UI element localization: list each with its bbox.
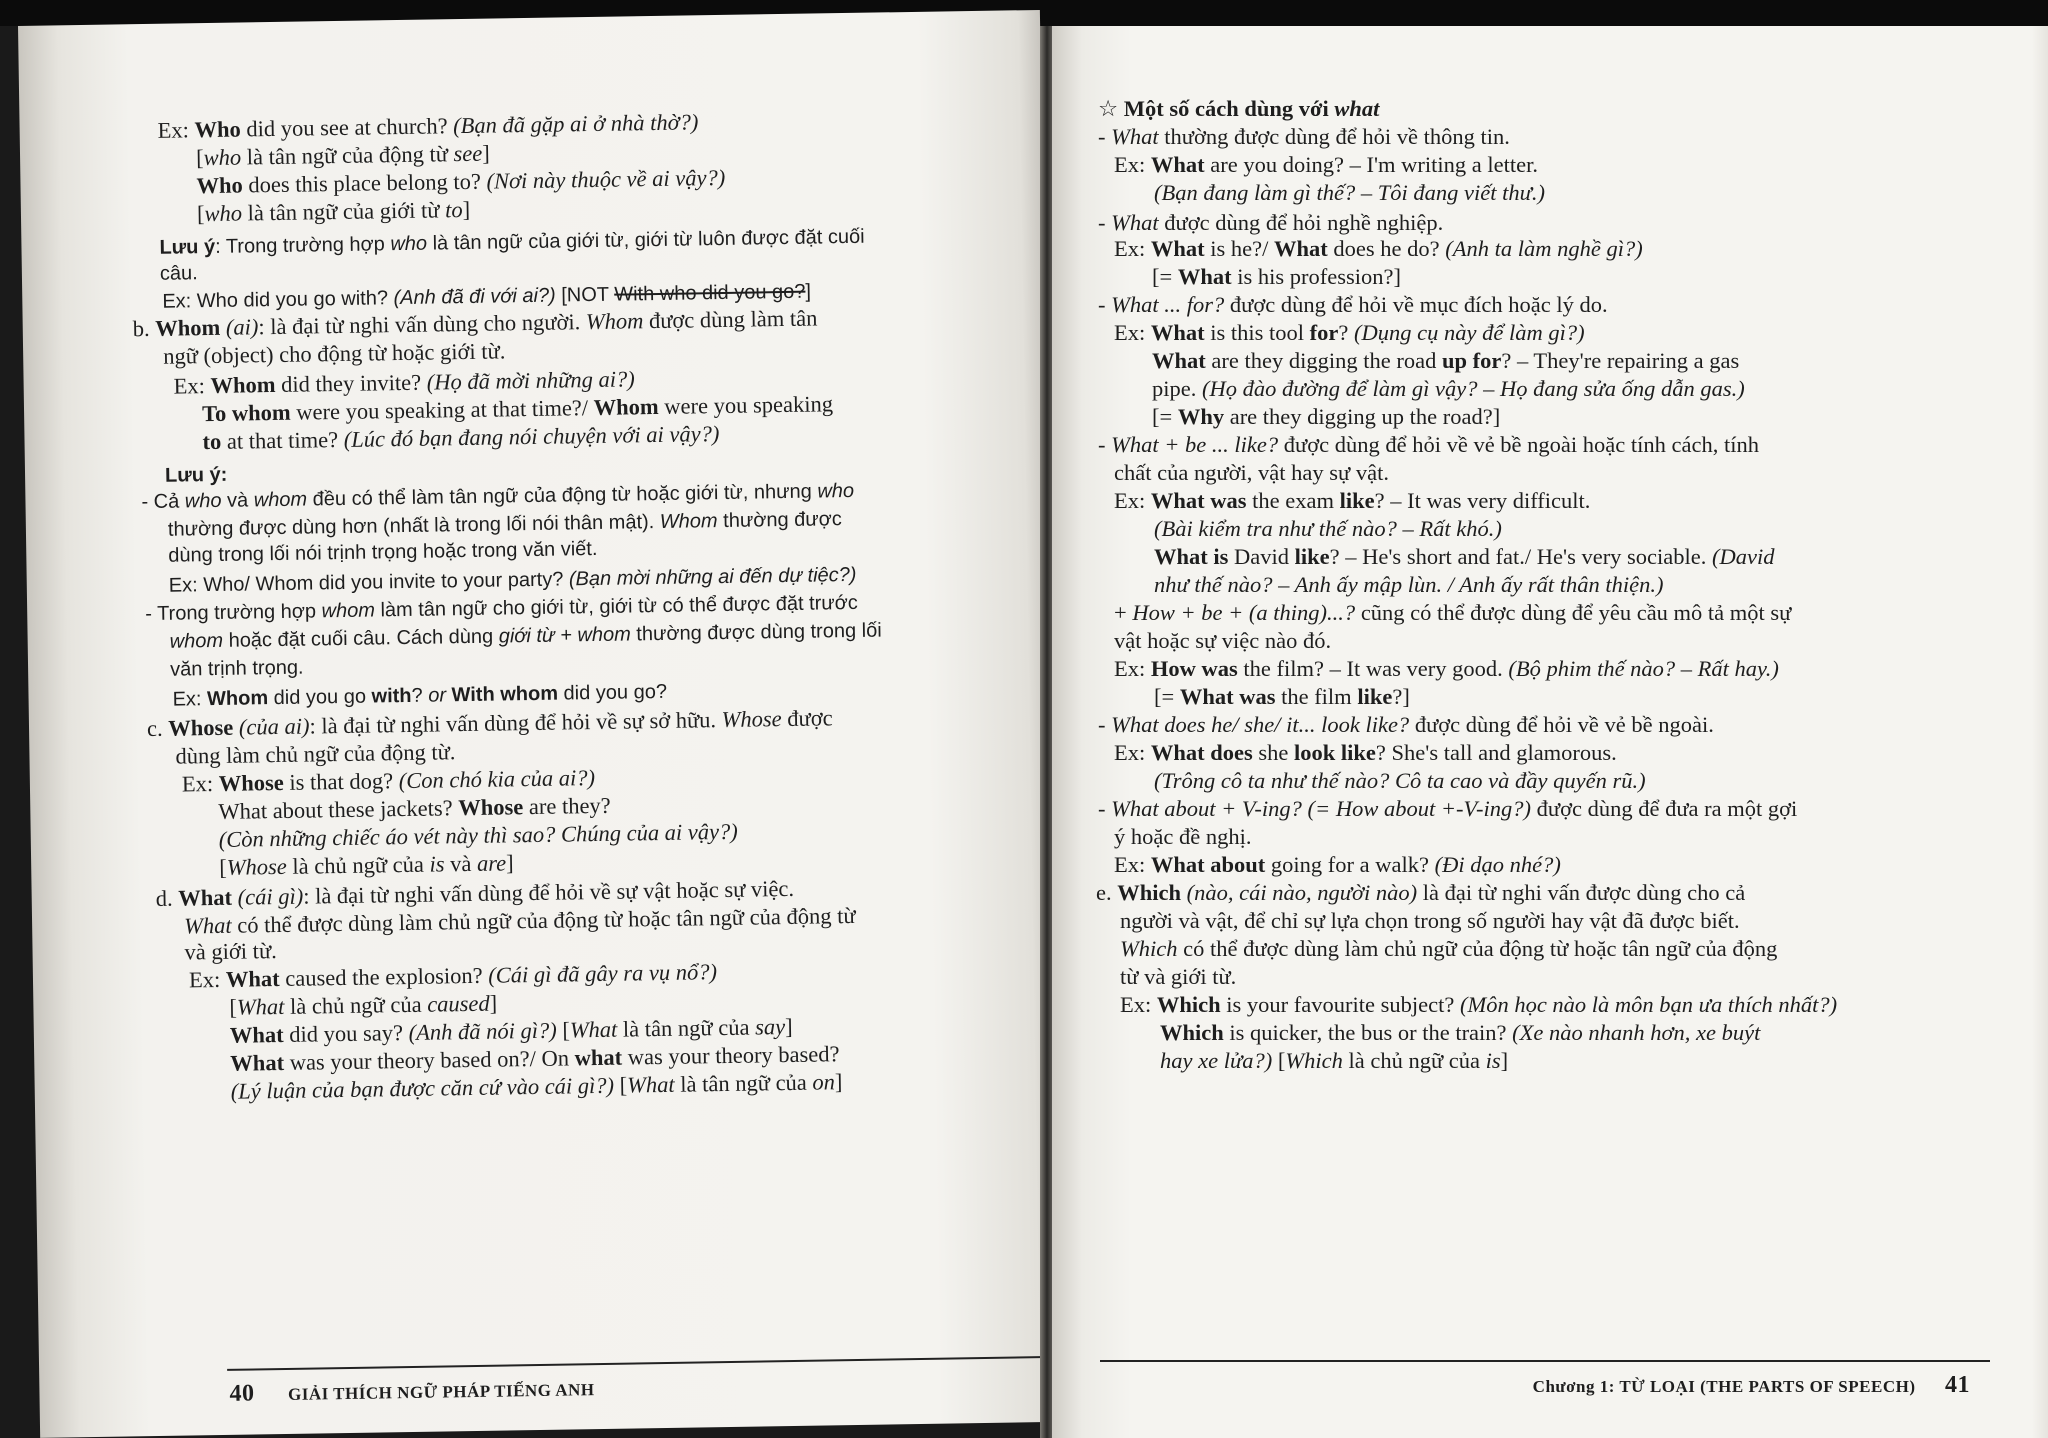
text-run: is that dog? (283, 768, 399, 795)
text-run: e. (1096, 880, 1118, 905)
right-text-line (1098, 794, 1797, 824)
text-run: does this place belong to? (242, 168, 487, 198)
text-run: được dùng để đưa ra một gợi (1531, 796, 1798, 821)
right-footer-rule (1100, 1360, 1990, 1362)
text-run: who (204, 200, 243, 227)
text-run: ? (1338, 320, 1355, 345)
text-run: thường được dùng trong lối (630, 619, 882, 646)
right-text-line (1120, 962, 1236, 992)
text-run: Ex: (1114, 656, 1151, 681)
text-run: được dùng để hỏi về vẻ bề ngoài. (1409, 712, 1714, 737)
page-number-left: 40 (229, 1380, 255, 1407)
text-run: is (429, 851, 445, 877)
text-run: (ai) (225, 314, 259, 340)
text-run: Why (1177, 404, 1225, 429)
right-text-line (1114, 150, 1538, 180)
text-run: có thể được dùng làm chủ ngữ của động từ hoặc tân ngữ của động (1177, 936, 1778, 961)
text-run: What does he/ she/ it... look like? (1111, 712, 1410, 737)
text-run: Ex: (173, 373, 211, 399)
text-run: (Bạn mời những ai đến dự tiệc?) (568, 563, 857, 591)
text-run: up for (1441, 348, 1502, 373)
text-run: là đại từ nghi vấn được dùng cho cả (1417, 880, 1746, 905)
text-run: What (1274, 236, 1328, 261)
text-run: Whom (585, 308, 644, 335)
right-text-line (1114, 654, 1779, 684)
text-run: ] (462, 196, 471, 223)
text-run: What (1177, 264, 1232, 289)
right-text-line (1160, 1018, 1760, 1048)
right-text-line (1154, 178, 1545, 208)
text-run: to (444, 197, 463, 223)
text-run: (cái gì) (237, 883, 304, 910)
text-run: là tân ngữ của giới từ, giới từ luôn được đặt cuối (426, 225, 865, 255)
text-run: Ex: Who did you go with? (162, 287, 394, 313)
text-run: dùng trong lối nói trịnh trọng hoặc trong văn viết. (168, 537, 598, 567)
text-run: ? – He's short and fat./ He's very sociable. (1329, 544, 1713, 569)
right-text-line (1098, 94, 1379, 124)
text-run: did you go? (557, 680, 668, 705)
text-run: dùng làm chủ ngữ của động từ. (175, 739, 456, 769)
text-run: or (428, 684, 447, 707)
text-run: ?] (1392, 684, 1410, 709)
text-run: - (1098, 712, 1112, 737)
text-run: hay xe lửa?) (1160, 1048, 1273, 1073)
text-run: (Bài kiểm tra như thế nào? – Rất khó.) (1154, 516, 1502, 541)
text-run: what (1334, 96, 1380, 121)
text-run: ngữ (object) cho động từ hoặc giới từ. (163, 338, 506, 369)
right-text-line (1154, 766, 1646, 796)
text-run: ý hoặc đề nghị. (1114, 824, 1252, 849)
text-run: (Lý luận của bạn được căn cứ vào cái gì?) (230, 1072, 615, 1104)
text-run: [ (196, 201, 205, 227)
text-run: Whom (155, 314, 221, 341)
text-run: Ex: (157, 117, 195, 143)
text-run: Một số cách dùng với (1123, 96, 1335, 121)
text-run: at that time? (221, 426, 344, 454)
text-run: to (202, 428, 222, 455)
text-run: say (754, 1014, 786, 1040)
right-text-line (1114, 458, 1389, 488)
text-run: giới từ + whom (498, 623, 631, 648)
left-running-title: GIẢI THÍCH NGỮ PHÁP TIẾNG ANH (287, 1380, 595, 1404)
text-run: và (444, 850, 478, 877)
text-run: Ex: (1114, 236, 1151, 261)
text-run: was your theory based? (621, 1041, 840, 1070)
text-run: ☆ (1098, 96, 1124, 121)
text-run: [ (195, 145, 204, 171)
text-run: David (1228, 544, 1295, 569)
right-running-title: Chương 1: TỪ LOẠI (THE PARTS OF SPEECH) (1532, 1377, 1916, 1396)
text-run: (Xe nào nhanh hơn, xe buýt (1512, 1020, 1761, 1045)
text-run: d. (155, 885, 179, 911)
text-run: hoặc đặt cuối câu. Cách dùng (222, 625, 499, 652)
text-run: are you doing? – I'm writing a letter. (1204, 152, 1538, 177)
text-run: [= (1154, 684, 1180, 709)
text-run: Who (194, 116, 241, 143)
text-run: see (453, 140, 483, 167)
text-run: What (1152, 348, 1206, 373)
text-run: (Nơi này thuộc về ai vậy?) (486, 164, 726, 194)
text-run: - (1098, 210, 1112, 235)
text-run: Whose (226, 853, 287, 880)
left-footer-rule (227, 1356, 1062, 1371)
text-run: like (1357, 684, 1393, 709)
text-run: (Bạn đang làm gì thế? – Tôi đang viết thư.) (1154, 180, 1545, 205)
text-run: did you see at church? (240, 113, 454, 142)
right-text-line (1098, 710, 1714, 740)
text-run: (Anh đã đi với ai?) (393, 284, 556, 310)
text-run: - (1098, 432, 1112, 457)
text-run: (Đi dạo nhé?) (1434, 852, 1561, 877)
text-run: What (1150, 320, 1205, 345)
right-text-line (1152, 262, 1401, 292)
text-run: are (476, 850, 507, 876)
text-run: văn trịnh trọng. (169, 656, 304, 681)
text-run: ? She's tall and glamorous. (1375, 740, 1617, 765)
text-run: từ và giới từ. (1120, 964, 1237, 989)
text-run: - (1098, 796, 1112, 821)
text-run: ] (505, 850, 514, 876)
text-run: ] (784, 1013, 793, 1040)
text-run: [ (1272, 1048, 1286, 1073)
text-run: (Họ đã mời những ai?) (426, 366, 635, 395)
text-run: What about these jackets? (218, 795, 459, 824)
text-run: With whom (451, 682, 559, 707)
text-run: What does (1150, 740, 1253, 765)
right-text-line (1098, 430, 1759, 460)
left-text-line (170, 652, 304, 685)
text-run: là tân ngữ của (617, 1014, 756, 1042)
right-text-line (1120, 906, 1740, 936)
text-run: (Còn những chiếc áo vét này thì sao? Chúng của ai vậy?) (218, 818, 738, 852)
right-footer (1533, 1372, 1970, 1399)
text-run: (Anh đã nói gì?) (408, 1017, 557, 1045)
text-run: ] (1500, 1048, 1509, 1073)
text-run: What (236, 993, 285, 1020)
text-run: câu. (159, 262, 198, 285)
text-run: là tân ngữ của giới từ (241, 197, 446, 226)
text-run: were you speaking at that time?/ (290, 395, 594, 425)
text-run: c. (146, 715, 169, 742)
text-run: were you speaking (658, 391, 834, 419)
text-run: : là đại từ nghi vấn dùng cho người. (258, 309, 587, 340)
text-run: What + be ... like? (1111, 432, 1279, 457)
text-run: + (1114, 600, 1133, 625)
text-run: và giới từ. (184, 938, 277, 965)
text-run: Which (1156, 992, 1221, 1017)
text-run: who (184, 489, 222, 513)
text-run: (Lúc đó bạn đang nói chuyện với ai vậy?) (343, 421, 720, 452)
text-run: What (183, 912, 232, 939)
page-left (18, 10, 1062, 1438)
text-run: Whose (458, 794, 524, 821)
left-text-line (219, 848, 514, 883)
text-run: did you go (267, 685, 372, 710)
text-run: (nào, cái nào, người nào) (1186, 880, 1418, 905)
text-run: - Cả (141, 490, 186, 514)
text-run: who (390, 232, 428, 256)
text-run: What about + V-ing? (= How about +-V-ing?) (1111, 796, 1532, 821)
text-run: she (1252, 740, 1295, 765)
text-run: (Cái gì đã gây ra vụ nổ?) (488, 959, 718, 988)
text-run: who (817, 479, 855, 503)
text-run: is this tool (1204, 320, 1310, 345)
left-footer (229, 1375, 594, 1408)
right-text-line (1154, 514, 1502, 544)
text-run: Ex: (181, 770, 219, 797)
text-run: Ex: (1114, 852, 1151, 877)
text-run: Whose (168, 714, 234, 741)
text-run: did you say? (283, 1019, 409, 1047)
text-run: Ex: (1120, 992, 1157, 1017)
text-run: like (1339, 488, 1375, 513)
text-run: look like (1294, 740, 1376, 765)
text-run: được dùng để hỏi về mục đích hoặc lý do. (1224, 292, 1608, 317)
text-run: How + be + (a thing)...? (1132, 600, 1356, 625)
text-run: thường được (717, 508, 842, 533)
text-run: are they? (523, 792, 611, 820)
text-run: what (574, 1044, 623, 1071)
text-run: is his profession?] (1231, 264, 1401, 289)
text-run: là tân ngữ của (674, 1069, 813, 1097)
text-run: (David (1712, 544, 1775, 569)
text-run: Whom (210, 372, 276, 399)
text-run: Whose (218, 769, 285, 796)
text-run: is your favourite subject? (1220, 992, 1460, 1017)
text-run: does he do? (1327, 236, 1446, 261)
text-run: whom (253, 488, 308, 512)
text-run: whom (169, 629, 224, 653)
text-run: được dùng để hỏi nghề nghiệp. (1158, 210, 1444, 235)
text-run: (của ai) (238, 713, 310, 740)
text-run: ] (805, 280, 812, 303)
right-text-line (1152, 346, 1739, 376)
text-run: like (1294, 544, 1330, 569)
text-run: như thế nào? – Anh ấy mập lùn. / Anh ấy rất thân thiện.) (1154, 572, 1664, 597)
right-text-line (1154, 570, 1664, 600)
left-text-line (197, 195, 471, 229)
text-run: (Con chó kia của ai?) (398, 765, 596, 794)
text-run: is he?/ (1204, 236, 1274, 261)
text-run: who (203, 144, 242, 171)
text-run: Lưu ý (159, 235, 216, 259)
text-run: for (1309, 320, 1339, 345)
text-run: Which (1117, 880, 1182, 905)
text-run: Who (196, 172, 243, 199)
text-run: (Bạn đã gặp ai ở nhà thờ?) (452, 109, 699, 139)
right-text-line (1154, 542, 1775, 572)
text-run: What (1150, 152, 1205, 177)
text-run: What (1111, 124, 1159, 149)
text-run: Ex: (188, 966, 227, 993)
text-run: did they invite? (275, 369, 427, 397)
text-run: Ex: (172, 688, 208, 711)
text-run: : là đại từ nghi vấn dùng để hỏi về sự vật hoặc sự việc. (303, 875, 795, 909)
right-text-line (1098, 290, 1608, 320)
right-text-line (1114, 234, 1643, 264)
text-run: What is (1154, 544, 1229, 569)
text-run: - Trong trường hợp (145, 600, 322, 626)
text-run: (Trông cô ta như thế nào? Cô ta cao và đầy quyến rũ.) (1154, 768, 1646, 793)
text-run: và (221, 489, 254, 512)
left-text-line (184, 936, 277, 967)
text-run: thường được dùng để hỏi về thông tin. (1158, 124, 1510, 149)
text-run: có thể được dùng làm chủ ngữ của động từ hoặc tân ngữ của động từ (231, 902, 856, 938)
text-run: What ... for? (1111, 292, 1225, 317)
text-run: whom (321, 599, 376, 623)
text-run: the film (1275, 684, 1358, 709)
text-run: (Họ đào đường để làm gì vậy? – Họ đang sửa ống dẫn gas.) (1202, 376, 1745, 401)
text-run: [ (613, 1072, 628, 1098)
text-run: là chủ ngữ của (284, 991, 428, 1019)
text-run: Whom (593, 393, 659, 421)
text-run: [ (556, 1017, 571, 1043)
text-run: vật hoặc sự việc nào đó. (1114, 628, 1332, 653)
text-run: are they digging up the road?] (1224, 404, 1501, 429)
text-run: Which (1160, 1020, 1224, 1045)
text-run: (Dụng cụ này để làm gì?) (1354, 320, 1585, 345)
text-run: are they digging the road (1205, 348, 1442, 373)
text-run: pipe. (1152, 376, 1202, 401)
text-run: the exam (1246, 488, 1340, 513)
text-run: (Môn học nào là môn bạn ưa thích nhất?) (1459, 992, 1838, 1017)
text-run: Ex: (1114, 320, 1151, 345)
text-run: Ex: (1114, 152, 1151, 177)
text-run: ? (411, 684, 429, 707)
text-run: With who did you go? (614, 280, 806, 306)
text-run: ] (482, 140, 490, 166)
right-text-line (1114, 850, 1561, 880)
text-run: is quicker, the bus or the train? (1223, 1020, 1513, 1045)
right-text-line (1114, 318, 1585, 348)
right-text-line (1098, 122, 1510, 152)
right-text-line (1152, 402, 1500, 432)
text-run: To whom (201, 399, 291, 427)
text-run: Which (1285, 1048, 1343, 1073)
right-text-line (1160, 1046, 1508, 1076)
text-run: là tân ngữ của động từ (240, 141, 454, 170)
text-run: is (1485, 1048, 1501, 1073)
text-run: : Trong trường hợp (214, 233, 391, 258)
right-text-line (1114, 738, 1617, 768)
right-text-line (1154, 682, 1410, 712)
text-run: [ (229, 994, 238, 1020)
text-run: ] (834, 1069, 843, 1095)
text-run: [ (219, 854, 227, 880)
text-run: What (626, 1071, 675, 1098)
text-run: làm tân ngữ cho giới từ, giới từ có thể được đặt trước (374, 591, 858, 622)
text-run: Lưu ý: (164, 463, 228, 487)
text-run: ? – It was very difficult. (1374, 488, 1591, 513)
text-run: What was (1179, 684, 1276, 709)
text-run: caused the explosion? (279, 962, 489, 992)
text-run: What about (1150, 852, 1266, 877)
text-run: là chủ ngữ của (286, 851, 430, 879)
left-text-line (160, 257, 198, 289)
text-run: Ex: (1114, 488, 1151, 513)
page-right (1052, 26, 2048, 1438)
text-run: b. (132, 315, 156, 342)
text-run: đều có thể làm tân ngữ của động từ hoặc giới từ, nhưng (306, 480, 818, 511)
text-run: the film? – It was very good. (1237, 656, 1509, 681)
page-number-right: 41 (1945, 1372, 1970, 1398)
text-run: được dùng để hỏi về vẻ bề ngoài hoặc tính cách, tính (1278, 432, 1759, 457)
text-run: Which (1120, 936, 1178, 961)
text-run: What (1111, 210, 1159, 235)
text-run: (Bộ phim thế nào? – Rất hay.) (1508, 656, 1779, 681)
text-run: là chủ ngữ của (1342, 1048, 1486, 1073)
text-run: on (812, 1069, 836, 1095)
right-text-line (1114, 626, 1331, 656)
right-text-line (1152, 374, 1745, 404)
text-run: [= (1152, 264, 1178, 289)
text-run: What (1150, 236, 1205, 261)
right-text-line (1096, 878, 1745, 908)
text-run: (Anh ta làm nghề gì?) (1445, 236, 1643, 261)
text-run: What (230, 1049, 285, 1076)
text-run: Ex: (1114, 740, 1151, 765)
text-run: - (1098, 124, 1112, 149)
text-run: Whose (721, 706, 782, 733)
text-run: Ex: Who/ Whom did you invite to your party? (168, 568, 570, 597)
text-run: was your theory based on?/ On (283, 1045, 575, 1075)
text-run: What (178, 884, 233, 911)
text-run: cũng có thể được dùng để yêu cầu mô tả một sự (1355, 600, 1792, 625)
text-run: thường được dùng hơn (nhất là trong lối nói thân mật). (167, 510, 660, 541)
text-run: What (569, 1016, 618, 1043)
text-run: How was (1150, 656, 1238, 681)
text-run: : là đại từ nghi vấn dùng để hỏi về sự sở hữu. (309, 707, 722, 739)
text-run: [NOT (555, 283, 615, 307)
right-text-line (1114, 822, 1251, 852)
text-run: going for a walk? (1265, 852, 1435, 877)
right-text-line (1114, 598, 1791, 628)
right-text-line (1120, 934, 1777, 964)
text-run: What was (1150, 488, 1247, 513)
text-run: Whom (206, 687, 269, 711)
text-run: người và vật, để chỉ sự lựa chọn trong số người hay vật đã được biết. (1120, 908, 1740, 933)
text-run: caused (427, 990, 490, 1017)
text-run: ? – They're repairing a gas (1501, 348, 1740, 373)
text-run: ] (489, 990, 498, 1016)
text-run: What (229, 1021, 284, 1048)
text-run: được dùng làm tân (643, 305, 818, 334)
text-run: with (371, 684, 412, 708)
text-run: [= (1152, 404, 1178, 429)
text-run: được (781, 705, 833, 732)
text-run: chất của người, vật hay sự vật. (1114, 460, 1389, 485)
text-run: What (225, 966, 280, 992)
text-run: - (1098, 292, 1112, 317)
right-text-line (1120, 990, 1837, 1020)
text-run: Whom (659, 510, 718, 533)
right-text-line (1114, 486, 1590, 516)
